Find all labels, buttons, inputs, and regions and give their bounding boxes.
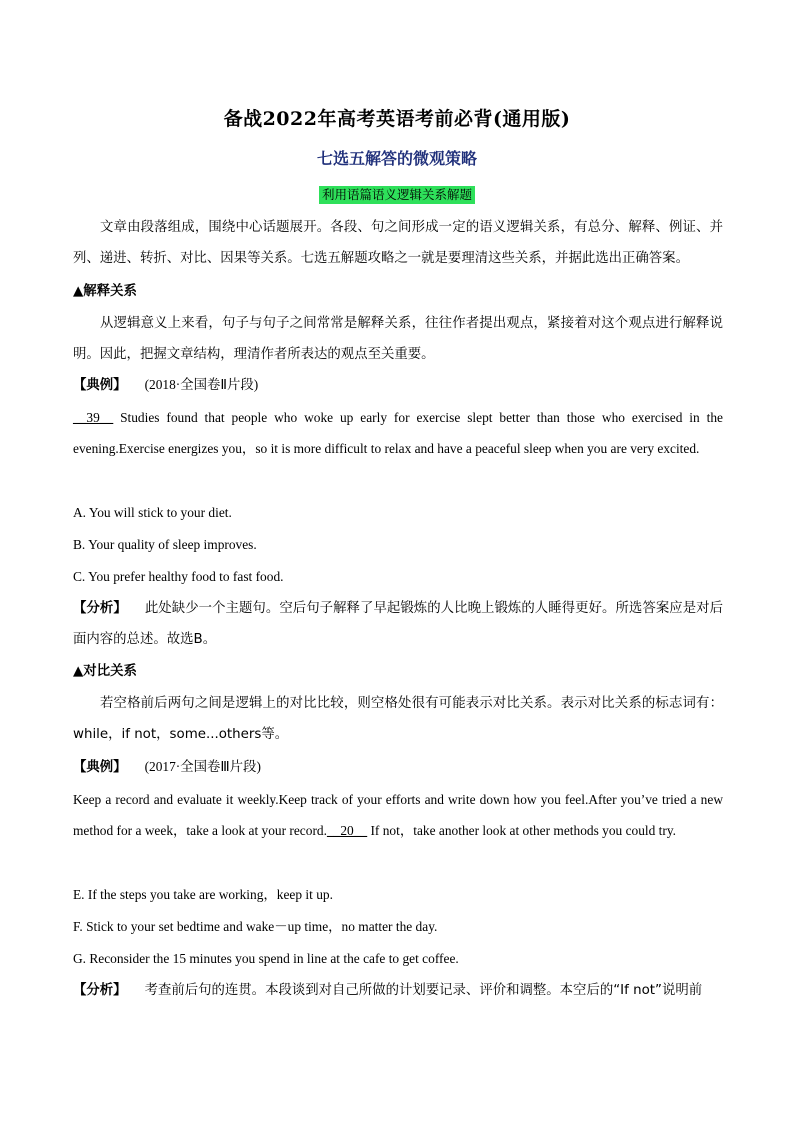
example-passage-2 — [73, 784, 723, 846]
option-g: G. Reconsider the 15 minutes you spend in line at the cafe to get coffee. — [73, 951, 459, 966]
example-line-1 — [73, 369, 723, 401]
section-heading-explain: ▲解释关系 — [73, 284, 137, 299]
example-label: 【典例】 — [73, 378, 127, 393]
intro-paragraph: 文章由段落组成，围绕中心话题展开。各段、句之间形成一定的语义逻辑关系，有总分、解释、例证、并列、递进、转折、对比、因果等关系。七选五解题攻略之一就是要理清这些关系，并据此选出正确答案。 — [73, 220, 723, 266]
answer-blank-39: __39__ — [73, 410, 114, 425]
page-title: 备战2022年高考英语考前必背(通用版) — [223, 108, 571, 130]
section-desc-explain: 从逻辑意义上来看，句子与句子之间常常是解释关系，往往作者提出观点，紧接着对这个观点进行解释说明。因此，把握文章结构，理清作者所表达的观点至关重要。 — [73, 316, 723, 362]
example-label: 【典例】 — [73, 760, 127, 775]
option-c: C. You prefer healthy food to fast food. — [73, 569, 284, 584]
passage-text-before: Keep a record and evaluate it weekly.Keep track of your efforts and write down how you feel.After you’ve tried a new method for a week，take a look at your record. — [73, 792, 723, 838]
option-a: A. You will stick to your diet. — [73, 505, 232, 520]
topic-badge: 利用语篇语义逻辑关系解题 — [319, 186, 475, 204]
analysis-text: 考查前后句的连贯。本段谈到对自己所做的计划要记录、评价和调整。本空后的“If not”说明前 — [144, 983, 703, 998]
option-b: B. Your quality of sleep improves. — [73, 537, 257, 552]
analysis-paragraph-1 — [73, 593, 723, 655]
answer-blank-20: __20__ — [326, 823, 368, 838]
passage-text: Studies found that people who woke up early for exercise slept better than those who exercised in the evening.Exercise energizes you，so it is more difficult to relax and have a peaceful sleep when you are very excited. — [73, 410, 723, 456]
analysis-label: 【分析】 — [73, 983, 127, 998]
example-passage-1 — [73, 402, 723, 464]
example-source: (2017·全国卷Ⅲ片段) — [144, 759, 261, 774]
page-subtitle: 七选五解答的微观策略 — [316, 149, 477, 168]
section-heading-contrast: ▲对比关系 — [73, 664, 137, 679]
option-f: F. Stick to your set bedtime and wake－up time，no matter the day. — [73, 919, 438, 934]
section-desc-contrast: 若空格前后两句之间是逻辑上的对比比较，则空格处很有可能表示对比关系。表示对比关系的标志词有：while，if not，some...others等。 — [73, 696, 723, 742]
analysis-label: 【分析】 — [73, 601, 127, 616]
badge-wrap — [0, 184, 794, 204]
example-line-2 — [73, 751, 723, 783]
example-source: (2018·全国卷Ⅱ片段) — [144, 377, 259, 392]
analysis-paragraph-2 — [73, 975, 723, 1006]
option-e: E. If the steps you take are working，keep it up. — [73, 887, 333, 902]
analysis-text: 此处缺少一个主题句。空后句子解释了早起锻炼的人比晚上锻炼的人睡得更好。所选答案应是对后面内容的总述。故选B。 — [73, 601, 724, 647]
passage-text-after: If not，take another look at other methods you could try. — [367, 823, 677, 838]
